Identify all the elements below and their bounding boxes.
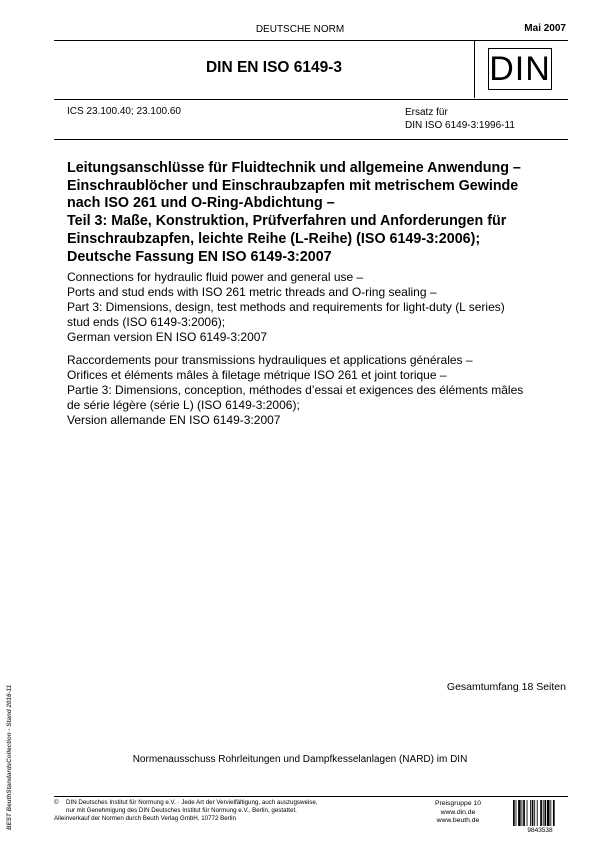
publication-date: Mai 2007: [524, 23, 566, 34]
title-fr-line: de série légère (série L) (ISO 6149-3:2006);: [67, 398, 300, 412]
title-de-line: Teil 3: Maße, Konstruktion, Prüfverfahren und Anforderungen für: [67, 213, 507, 230]
document-category: DEUTSCHE NORM: [255, 24, 345, 35]
standard-number: DIN EN ISO 6149-3: [205, 59, 343, 76]
replaces-value: DIN ISO 6149-3:1996-11: [405, 120, 515, 131]
total-pages: Gesamtumfang 18 Seiten: [446, 681, 566, 693]
price-group: Preisgruppe 10: [434, 800, 482, 807]
title-de-line: Einschraubzapfen, leichte Reihe (L-Reihe) (ISO 6149-3:2006);: [67, 230, 481, 247]
din-logo: [488, 48, 552, 90]
title-de-line: Deutsche Fassung EN ISO 6149-3:2007: [67, 248, 332, 265]
price-block: [418, 800, 498, 826]
title-english: [67, 270, 577, 345]
copyright-line: nur mit Genehmigung des DIN Deutsches Institut für Normung e.V., Berlin, gestattet.: [66, 807, 297, 815]
beuth-website: www.beuth.de: [436, 817, 480, 824]
standards-committee: Normenausschuss Rohrleitungen und Dampfkesselanlagen (NARD) im DIN: [132, 754, 468, 765]
replaces-block: [405, 106, 515, 132]
header-divider: [474, 40, 475, 98]
copyright-notice: [54, 799, 414, 824]
divider-line: [54, 139, 568, 140]
replaces-label: Ersatz für: [405, 107, 448, 118]
collection-stamp: BEST BeuthStandardsCollection - Stand 2016-11: [6, 684, 13, 830]
ics-codes: ICS 23.100.40; 23.100.60: [67, 106, 181, 117]
copyright-icon: ©: [54, 799, 59, 806]
title-de-line: Einschraublöcher und Einschraubzapfen mit metrischem Gewinde: [67, 177, 519, 194]
title-fr-line: Version allemande EN ISO 6149-3:2007: [67, 413, 281, 427]
title-french: [67, 353, 577, 428]
barcode-icon: [512, 800, 568, 826]
title-en-line: Part 3: Dimensions, design, test methods and requirements for light-duty (L series): [67, 300, 505, 314]
din-logo-text: DIN: [489, 50, 551, 88]
title-en-line: German version EN ISO 6149-3:2007: [67, 330, 268, 344]
title-german: [67, 160, 577, 266]
sales-notice: Alleinverkauf der Normen durch Beuth Verlag GmbH, 10772 Berlin: [54, 815, 236, 823]
footer-divider: [54, 796, 568, 797]
title-fr-line: Orifices et éléments mâles à filetage métrique ISO 261 et joint torique –: [67, 368, 447, 382]
title-fr-line: Raccordements pour transmissions hydrauliques et applications générales –: [67, 353, 473, 367]
title-en-line: Connections for hydraulic fluid power and general use –: [67, 270, 364, 284]
din-website: www.din.de: [440, 808, 476, 816]
title-en-line: Ports and stud ends with ISO 261 metric threads and O-ring sealing –: [67, 285, 437, 299]
barcode: [512, 800, 568, 834]
title-de-line: nach ISO 261 und O-Ring-Abdichtung –: [67, 195, 335, 212]
barcode-number: 9843538: [527, 827, 553, 834]
copyright-line: DIN Deutsches Institut für Normung e.V. · Jede Art der Vervielfältigung, auch auszugsweise,: [66, 799, 318, 806]
title-en-line: stud ends (ISO 6149-3:2006);: [67, 315, 226, 329]
title-de-line: Leitungsanschlüsse für Fluidtechnik und allgemeine Anwendung –: [67, 160, 521, 176]
title-fr-line: Partie 3: Dimensions, conception, méthodes d’essai et exigences des éléments mâles: [67, 383, 524, 397]
